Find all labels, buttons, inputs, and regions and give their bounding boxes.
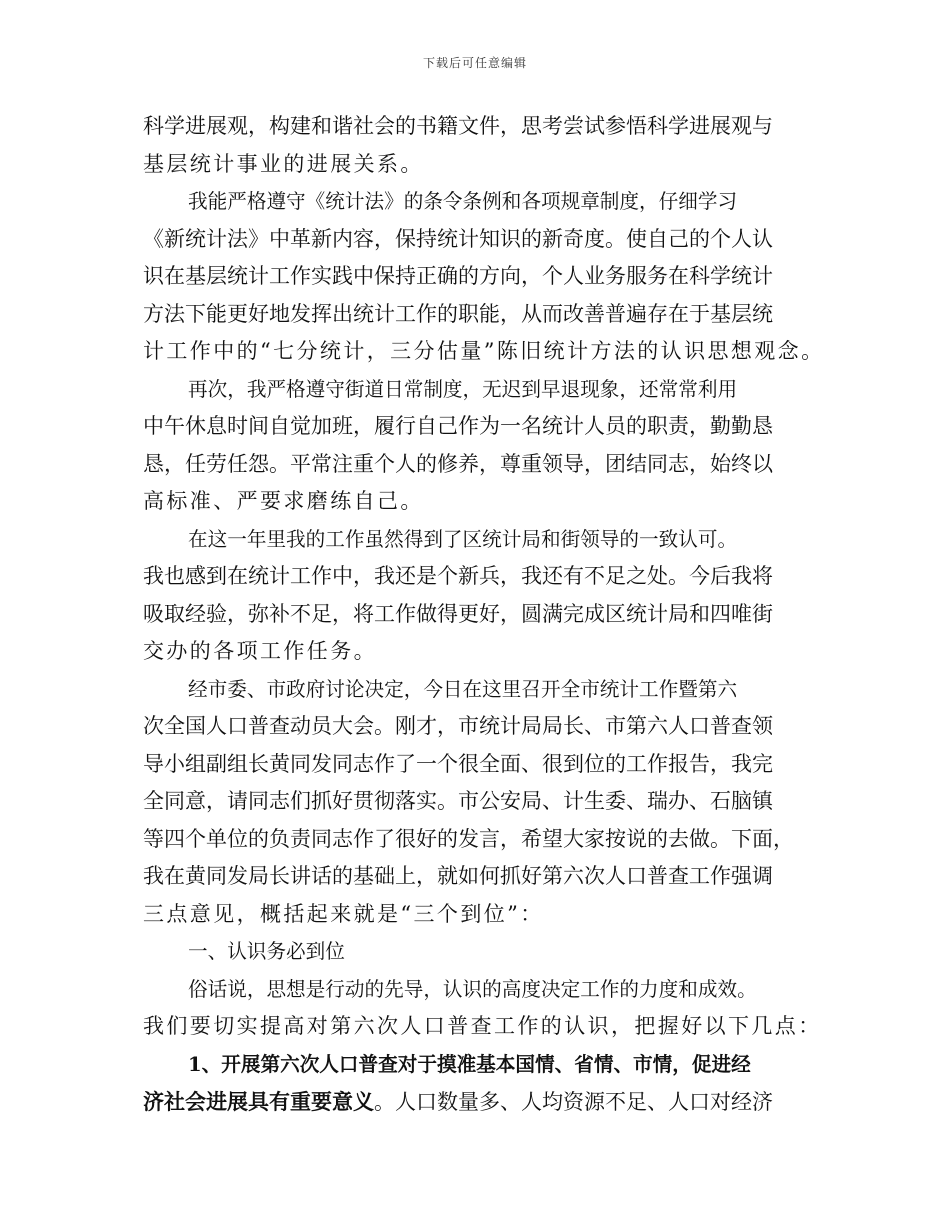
plain-phrase: 。人口数量多、人均资源不足、人口对经济 [374, 1090, 773, 1114]
paragraph-lines [143, 108, 823, 1046]
text-line: 我在黄同发局长讲话的基础上，就如何抓好第六次人口普查工作强调 [143, 864, 773, 888]
text-line: 导小组副组长黄同发同志作了一个很全面、很到位的工作报告，我完 [143, 751, 773, 776]
text-line: 全同意，请同志们抓好贯彻落实。市公安局、计生委、瑞办、石脑镇 [143, 789, 773, 813]
text-line: 三点意见，概括起来就是“三个到位”： [143, 901, 544, 926]
text-line: 科学进展观，构建和谐社会的书籍文件，思考尝试参悟科学进展观与 [143, 114, 773, 138]
text-line: 一、认识务必到位 [188, 940, 345, 963]
text-line: 恳，任劳任怨。平常注重个人的修养，尊重领导，团结同志，始终以 [143, 451, 773, 476]
text-line: 中午休息时间自觉加班，履行自己作为一名统计人员的职责，勤勤恳 [143, 414, 773, 438]
document-body [143, 108, 823, 1121]
text-line: 俗话说，思想是行动的先导，认识的高度决定工作的力度和成效。 [188, 977, 757, 1001]
text-line: 高标准、严要求磨练自己。 [143, 489, 424, 513]
text-line: 在这一年里我的工作虽然得到了区统计局和街领导的一致认可。 [188, 527, 738, 551]
bold-heading-line: 1、开展第六次人口普查对于摸准基本国情、省情、市情，促进经 [188, 1052, 751, 1076]
text-line: 我们要切实提高对第六次人口普查工作的认识，把握好以下几点： [143, 1014, 822, 1038]
text-line: 再次，我严格遵守街道日常制度，无迟到早退现象，还常常利用 [188, 377, 738, 401]
text-line: 方法下能更好地发挥出统计工作的职能，从而改善普遍存在于基层统 [143, 301, 773, 326]
text-line: 交办的各项工作任务。 [143, 639, 377, 663]
text-line: 吸取经验，弥补不足，将工作做得更好，圆满完成区统计局和四唯街 [143, 601, 773, 626]
text-line: 基层统计事业的进展关系。 [143, 151, 424, 176]
text-line: 等四个单位的负责同志作了很好的发言，希望大家按说的去做。下面， [143, 826, 794, 851]
text-line: 我也感到在统计工作中，我还是个新兵，我还有不足之处。今后我将 [143, 564, 773, 588]
text-line: 经市委、市政府讨论决定，今日在这里召开全市统计工作暨第六 [188, 677, 738, 701]
mixed-line [143, 1083, 823, 1121]
text-line: 次全国人口普查动员大会。刚才，市统计局局长、市第六人口普查领 [143, 714, 773, 738]
page-header-note: 下载后可任意编辑 [422, 56, 527, 70]
text-line: 识在基层统计工作实践中保持正确的方向，个人业务服务在科学统计 [143, 264, 773, 288]
text-line: 我能严格遵守《统计法》的条令条例和各项规章制度，仔细学习 [188, 190, 738, 213]
text-line: 《新统计法》中革新内容，保持统计知识的新奇度。使自己的个人认 [143, 226, 773, 251]
text-line: 计工作中的“七分统计，三分估量”陈旧统计方法的认识思想观念。 [143, 339, 825, 363]
bold-phrase: 济社会进展具有重要意义 [143, 1089, 374, 1114]
